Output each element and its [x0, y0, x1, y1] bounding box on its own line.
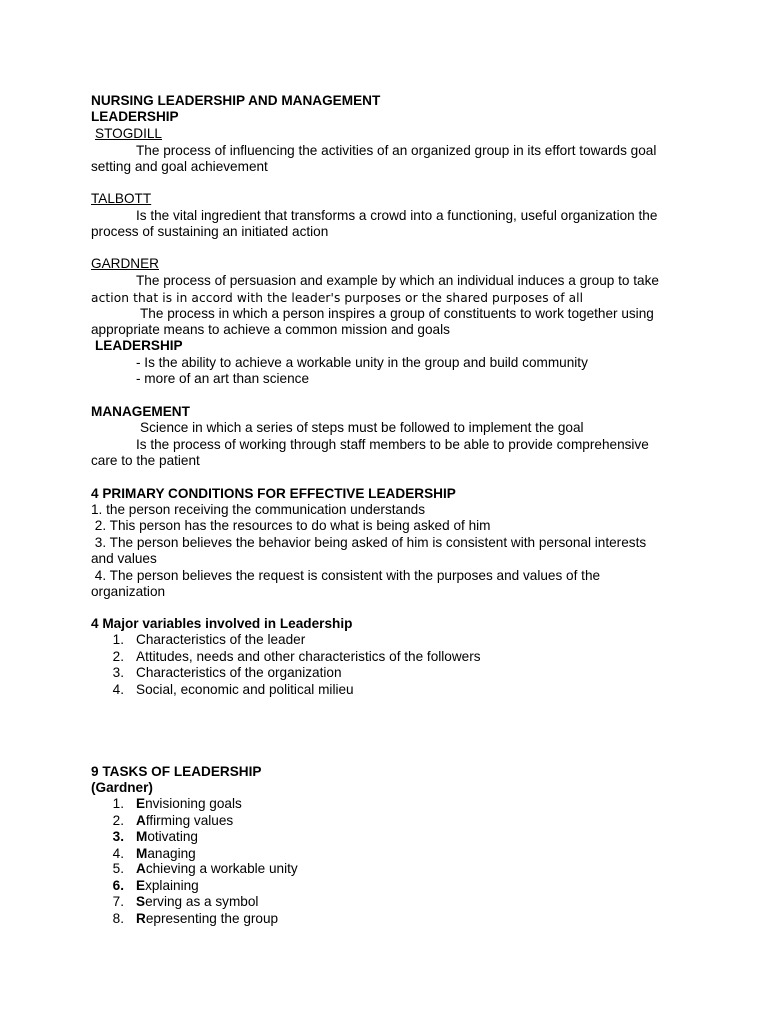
stogdill-definition-line-1: The process of influencing the activities of an organized group in its effort towards goal	[136, 143, 657, 158]
variable-text: Characteristics of the organization	[136, 665, 342, 680]
talbott-name: TALBOTT	[91, 191, 152, 206]
task-text: epresenting the group	[145, 911, 279, 926]
task-text: chieving a workable unity	[145, 861, 298, 876]
task-number: 6.	[112, 878, 124, 893]
leadership-2-point-1: - Is the ability to achieve a workable unity in the group and build community	[136, 355, 588, 370]
task-item	[136, 911, 278, 927]
management-point-1: Science in which a series of steps must be followed to implement the goal	[140, 420, 584, 435]
task-text: erving as a symbol	[145, 894, 259, 909]
task-text: ffirming values	[145, 813, 234, 828]
management-heading: MANAGEMENT	[91, 404, 190, 419]
task-text: anaging	[147, 846, 196, 861]
management-point-2-line-2: care to the patient	[91, 453, 200, 468]
task-item	[136, 894, 258, 910]
variable-number: 2.	[112, 649, 124, 664]
variables-heading: 4 Major variables involved in Leadership	[91, 616, 353, 631]
talbott-definition-line-1: Is the vital ingredient that transforms a crowd into a functioning, useful organization the	[136, 208, 658, 223]
task-number: 5.	[112, 861, 124, 876]
condition-4-line-1: 4. The person believes the request is consistent with the purposes and values of the	[91, 568, 601, 583]
variable-text: Characteristics of the leader	[136, 632, 306, 647]
gardner-name: GARDNER	[91, 256, 159, 271]
task-text: otivating	[147, 829, 198, 844]
variable-text: Social, economic and political milieu	[136, 682, 354, 697]
variable-number: 1.	[112, 632, 124, 647]
task-initial-letter: R	[136, 911, 146, 926]
condition-2: 2. This person has the resources to do what is being asked of him	[91, 518, 491, 533]
task-number: 8.	[112, 911, 124, 926]
task-number: 4.	[112, 846, 124, 861]
task-item	[136, 813, 233, 829]
task-initial-letter: E	[136, 878, 146, 893]
task-item	[136, 861, 298, 877]
variable-text: Attitudes, needs and other characteristics of the followers	[136, 649, 481, 664]
task-initial-letter: E	[136, 796, 146, 811]
gardner-definition-2-line-1: The process in which a person inspires a group of constituents to work together using	[140, 306, 654, 321]
task-number: 1.	[112, 796, 124, 811]
conditions-heading: 4 PRIMARY CONDITIONS FOR EFFECTIVE LEADERSHIP	[91, 486, 456, 501]
task-initial-letter: S	[136, 894, 146, 909]
task-initial-letter: M	[136, 846, 148, 861]
stogdill-definition-line-2: setting and goal achievement	[91, 159, 268, 174]
task-initial-letter: A	[136, 861, 146, 876]
condition-3-line-1: 3. The person believes the behavior being asked of him is consistent with personal interests	[91, 535, 647, 550]
task-item	[136, 846, 196, 862]
task-text: nvisioning goals	[145, 796, 242, 811]
gardner-definition-1-line-1: The process of persuasion and example by which an individual induces a group to take	[136, 273, 659, 288]
task-initial-letter: A	[136, 813, 146, 828]
leadership-2-point-2: - more of an art than science	[136, 371, 310, 386]
variable-number: 3.	[112, 665, 124, 680]
leadership-2-heading: LEADERSHIP	[95, 338, 183, 353]
task-initial-letter: M	[136, 829, 148, 844]
task-number: 3.	[112, 829, 124, 844]
condition-3-line-2: and values	[91, 551, 157, 566]
management-point-2-line-1: Is the process of working through staff members to be able to provide comprehensive	[136, 437, 649, 452]
task-number: 2.	[112, 813, 124, 828]
variable-number: 4.	[112, 682, 124, 697]
task-number: 7.	[112, 894, 124, 909]
gardner-definition-1-line-2: action that is in accord with the leader's purposes or the shared purposes of all	[91, 291, 584, 305]
task-item	[136, 796, 242, 812]
stogdill-name: STOGDILL	[95, 126, 162, 141]
condition-1: 1. the person receiving the communication understands	[91, 502, 425, 517]
condition-4-line-2: organization	[91, 584, 166, 599]
task-item	[136, 878, 199, 894]
talbott-definition-line-2: process of sustaining an initiated action	[91, 224, 329, 239]
leadership-heading: LEADERSHIP	[91, 109, 179, 124]
task-item	[136, 829, 198, 845]
task-text: xplaining	[145, 878, 199, 893]
tasks-subheading: (Gardner)	[91, 780, 153, 795]
tasks-heading: 9 TASKS OF LEADERSHIP	[91, 764, 262, 779]
document-title: NURSING LEADERSHIP AND MANAGEMENT	[91, 93, 381, 108]
gardner-definition-2-line-2: appropriate means to achieve a common mission and goals	[91, 322, 450, 337]
